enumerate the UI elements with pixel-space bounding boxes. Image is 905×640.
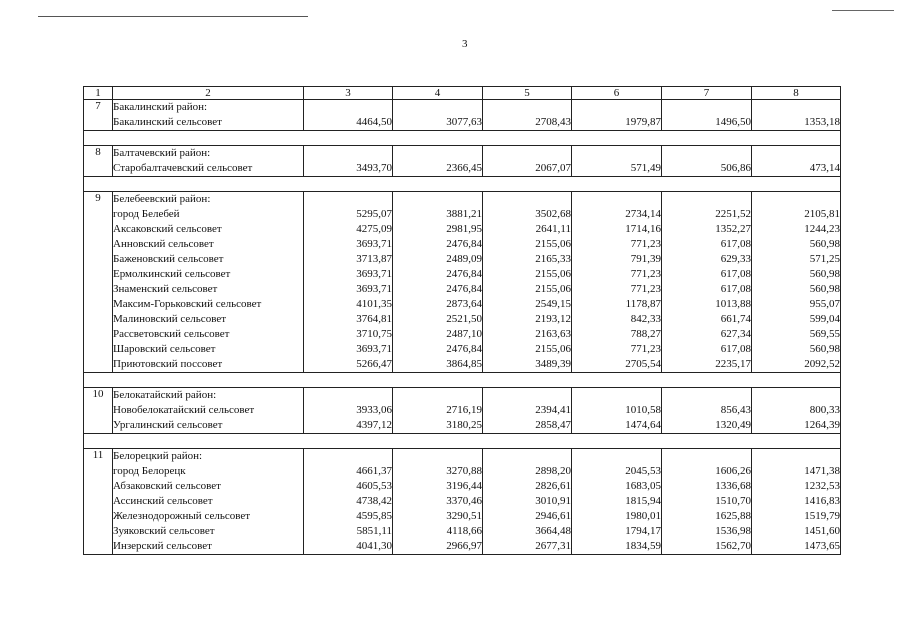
value-cell <box>662 388 752 434</box>
value: 3370,46 <box>446 495 482 507</box>
value <box>393 192 482 207</box>
scan-artifact-line <box>38 16 308 17</box>
territory-name: Белорецкий район: <box>113 450 203 462</box>
table-row <box>84 100 841 131</box>
value <box>304 449 392 464</box>
territory-cell <box>113 100 304 131</box>
spacer-row <box>84 177 841 192</box>
value: 2946,61 <box>535 510 571 522</box>
value <box>752 192 840 207</box>
value: 4397,12 <box>356 419 392 431</box>
spacer-cell <box>84 177 841 192</box>
value: 2045,53 <box>625 465 661 477</box>
value: 2489,09 <box>446 253 482 265</box>
value: 2193,12 <box>535 313 571 325</box>
value: 1416,83 <box>804 495 840 507</box>
value: 3764,81 <box>356 313 392 325</box>
row-number: 11 <box>84 449 113 555</box>
value: 2394,41 <box>535 404 571 416</box>
value: 3502,68 <box>535 208 571 220</box>
territory-name: город Белорецк <box>113 465 186 477</box>
value: 3693,71 <box>356 283 392 295</box>
value: 617,08 <box>720 283 751 295</box>
value: 560,98 <box>809 238 840 250</box>
value: 1232,53 <box>804 480 840 492</box>
value-cell <box>662 146 752 177</box>
value: 1496,50 <box>715 116 751 128</box>
value-cell <box>393 388 483 434</box>
territory-name: Рассветовский сельсовет <box>113 328 230 340</box>
value: 3180,25 <box>446 419 482 431</box>
value <box>393 449 482 464</box>
value: 4041,30 <box>356 540 392 552</box>
row-number: 7 <box>84 100 113 131</box>
value <box>304 100 392 115</box>
value: 771,23 <box>630 283 661 295</box>
column-header: 2 <box>113 87 304 100</box>
data-table <box>83 86 841 555</box>
value: 800,33 <box>809 404 840 416</box>
value: 2155,06 <box>535 343 571 355</box>
value-cell <box>483 146 572 177</box>
value: 3290,51 <box>446 510 482 522</box>
column-header: 4 <box>393 87 483 100</box>
value: 3693,71 <box>356 343 392 355</box>
territory-name: Малиновский сельсовет <box>113 313 227 325</box>
value: 599,04 <box>809 313 840 325</box>
value: 842,33 <box>630 313 661 325</box>
value: 560,98 <box>809 283 840 295</box>
value: 2677,31 <box>535 540 571 552</box>
territory-name: Бакалинский район: <box>113 101 208 113</box>
spacer-row <box>84 131 841 146</box>
value: 3881,21 <box>446 208 482 220</box>
spacer-row <box>84 373 841 388</box>
value <box>662 146 751 161</box>
value-cell <box>752 388 841 434</box>
territory-name: Анновский сельсовет <box>113 238 214 250</box>
value: 560,98 <box>809 268 840 280</box>
value: 3010,91 <box>535 495 571 507</box>
territory-name: Ассинский сельсовет <box>113 495 213 507</box>
value-cell <box>572 449 662 555</box>
value: 2734,14 <box>625 208 661 220</box>
value-cell <box>662 449 752 555</box>
value: 3270,88 <box>446 465 482 477</box>
value: 1352,27 <box>715 223 751 235</box>
value-cell <box>752 146 841 177</box>
value: 2549,15 <box>535 298 571 310</box>
value: 560,98 <box>809 343 840 355</box>
value-cell <box>752 192 841 373</box>
value-cell <box>393 449 483 555</box>
value: 2163,63 <box>535 328 571 340</box>
value: 856,43 <box>720 404 751 416</box>
value: 2705,54 <box>625 358 661 370</box>
value <box>572 449 661 464</box>
territory-name: Приютовский поссовет <box>113 358 223 370</box>
value: 1519,79 <box>804 510 840 522</box>
value: 1013,88 <box>715 298 751 310</box>
value <box>572 388 661 403</box>
value-cell <box>572 146 662 177</box>
value <box>393 100 482 115</box>
value-cell <box>752 100 841 131</box>
value-cell <box>304 449 393 555</box>
value: 771,23 <box>630 268 661 280</box>
value: 2155,06 <box>535 268 571 280</box>
value: 3077,63 <box>446 116 482 128</box>
value: 627,34 <box>720 328 751 340</box>
territory-name: Ермолкинский сельсовет <box>113 268 231 280</box>
territory-name: Знаменский сельсовет <box>113 283 218 295</box>
value <box>752 146 840 161</box>
value-cell <box>662 192 752 373</box>
value: 2476,84 <box>446 238 482 250</box>
value <box>662 100 751 115</box>
value: 3693,71 <box>356 268 392 280</box>
value: 791,39 <box>630 253 661 265</box>
table-row <box>84 192 841 373</box>
value-cell <box>483 100 572 131</box>
value: 4101,35 <box>356 298 392 310</box>
value: 1244,23 <box>804 223 840 235</box>
territory-name: Аксаковский сельсовет <box>113 223 222 235</box>
value: 3664,48 <box>535 525 571 537</box>
value: 4275,09 <box>356 223 392 235</box>
value: 3493,70 <box>356 162 392 174</box>
value-cell <box>752 449 841 555</box>
territory-name: Абзаковский сельсовет <box>113 480 221 492</box>
spacer-cell <box>84 434 841 449</box>
territory-name: Новобелокатайский сельсовет <box>113 404 255 416</box>
value: 1473,65 <box>804 540 840 552</box>
value <box>752 388 840 403</box>
value-cell <box>304 146 393 177</box>
value: 629,33 <box>720 253 751 265</box>
territory-name: Старобалтачевский сельсовет <box>113 162 253 174</box>
territory-name: Бакалинский сельсовет <box>113 116 222 128</box>
value: 2476,84 <box>446 283 482 295</box>
value: 2858,47 <box>535 419 571 431</box>
value: 1471,38 <box>804 465 840 477</box>
value: 2235,17 <box>715 358 751 370</box>
value: 5266,47 <box>356 358 392 370</box>
column-header: 1 <box>84 87 113 100</box>
value: 1510,70 <box>715 495 751 507</box>
value <box>483 192 571 207</box>
territory-name: Железнодорожный сельсовет <box>113 510 251 522</box>
value: 4605,53 <box>356 480 392 492</box>
value: 955,07 <box>809 298 840 310</box>
value <box>304 388 392 403</box>
value-cell <box>572 388 662 434</box>
value: 506,86 <box>720 162 751 174</box>
territory-name: Ургалинский сельсовет <box>113 419 223 431</box>
spacer-cell <box>84 373 841 388</box>
value <box>393 146 482 161</box>
column-header: 3 <box>304 87 393 100</box>
row-number: 8 <box>84 146 113 177</box>
value <box>483 146 571 161</box>
value: 1536,98 <box>715 525 751 537</box>
value: 1178,87 <box>625 298 661 310</box>
value: 2476,84 <box>446 343 482 355</box>
value: 2826,61 <box>535 480 571 492</box>
value <box>752 100 840 115</box>
header-row <box>84 87 841 100</box>
value: 3713,87 <box>356 253 392 265</box>
value-cell <box>393 192 483 373</box>
value: 1815,94 <box>625 495 661 507</box>
value: 1979,87 <box>625 116 661 128</box>
value: 4118,66 <box>446 525 482 537</box>
value: 3693,71 <box>356 238 392 250</box>
territory-cell <box>113 146 304 177</box>
value-cell <box>572 192 662 373</box>
territory-cell <box>113 192 304 373</box>
value: 771,23 <box>630 238 661 250</box>
territory-cell <box>113 449 304 555</box>
value: 5295,07 <box>356 208 392 220</box>
value: 1606,26 <box>715 465 751 477</box>
value: 2476,84 <box>446 268 482 280</box>
value: 473,14 <box>809 162 840 174</box>
table-row <box>84 146 841 177</box>
value: 1264,39 <box>804 419 840 431</box>
value: 2105,81 <box>804 208 840 220</box>
value: 2898,20 <box>535 465 571 477</box>
value: 1451,60 <box>804 525 840 537</box>
territory-name: Шаровский сельсовет <box>113 343 216 355</box>
value: 4661,37 <box>356 465 392 477</box>
value: 2092,52 <box>804 358 840 370</box>
page-number: 3 <box>462 38 468 50</box>
territory-name: Белокатайский район: <box>113 389 217 401</box>
value: 2873,64 <box>446 298 482 310</box>
value: 1474,64 <box>625 419 661 431</box>
value <box>662 388 751 403</box>
value: 2716,19 <box>446 404 482 416</box>
territory-name: Инзерский сельсовет <box>113 540 212 552</box>
value: 2966,97 <box>446 540 482 552</box>
territory-name: Балтачевский район: <box>113 147 211 159</box>
territory-name: Зуяковский сельсовет <box>113 525 215 537</box>
table-row <box>84 388 841 434</box>
value <box>483 449 571 464</box>
value <box>572 100 661 115</box>
column-header: 7 <box>662 87 752 100</box>
value: 1834,59 <box>625 540 661 552</box>
value-cell <box>662 100 752 131</box>
value: 771,23 <box>630 343 661 355</box>
value: 2366,45 <box>446 162 482 174</box>
value: 1336,68 <box>715 480 751 492</box>
value: 1980,01 <box>625 510 661 522</box>
value <box>662 449 751 464</box>
value-cell <box>483 192 572 373</box>
value <box>483 100 571 115</box>
value: 2708,43 <box>535 116 571 128</box>
value: 2155,06 <box>535 238 571 250</box>
value: 1010,58 <box>625 404 661 416</box>
value: 617,08 <box>720 343 751 355</box>
value: 2165,33 <box>535 253 571 265</box>
value: 571,49 <box>630 162 661 174</box>
value: 4738,42 <box>356 495 392 507</box>
territory-name: Баженовский сельсовет <box>113 253 224 265</box>
value: 2521,50 <box>446 313 482 325</box>
value: 1625,88 <box>715 510 751 522</box>
value: 2155,06 <box>535 283 571 295</box>
value: 3710,75 <box>356 328 392 340</box>
table-row <box>84 449 841 555</box>
value <box>572 192 661 207</box>
territory-name: Белебеевский район: <box>113 193 211 205</box>
value <box>752 449 840 464</box>
value-cell <box>572 100 662 131</box>
value: 3864,85 <box>446 358 482 370</box>
value: 617,08 <box>720 268 751 280</box>
value <box>662 192 751 207</box>
value: 569,55 <box>809 328 840 340</box>
value: 2981,95 <box>446 223 482 235</box>
value: 3933,06 <box>356 404 392 416</box>
value: 4464,50 <box>356 116 392 128</box>
value: 1353,18 <box>804 116 840 128</box>
value: 571,25 <box>809 253 840 265</box>
value-cell <box>393 100 483 131</box>
value-cell <box>304 192 393 373</box>
value: 2067,07 <box>535 162 571 174</box>
value: 3489,39 <box>535 358 571 370</box>
value <box>572 146 661 161</box>
value: 2251,52 <box>715 208 751 220</box>
value: 661,74 <box>720 313 751 325</box>
spacer-row <box>84 434 841 449</box>
value: 1714,16 <box>625 223 661 235</box>
territory-cell <box>113 388 304 434</box>
spacer-cell <box>84 131 841 146</box>
row-number: 9 <box>84 192 113 373</box>
row-number: 10 <box>84 388 113 434</box>
column-header: 5 <box>483 87 572 100</box>
value: 5851,11 <box>356 525 392 537</box>
column-header: 8 <box>752 87 841 100</box>
value: 617,08 <box>720 238 751 250</box>
value: 1794,17 <box>625 525 661 537</box>
value: 1320,49 <box>715 419 751 431</box>
value: 1683,05 <box>625 480 661 492</box>
territory-name: Максим-Горьковский сельсовет <box>113 298 262 310</box>
scan-artifact-line <box>832 10 894 11</box>
value-cell <box>304 388 393 434</box>
value <box>393 388 482 403</box>
column-header: 6 <box>572 87 662 100</box>
value-cell <box>483 449 572 555</box>
value-cell <box>483 388 572 434</box>
value: 2487,10 <box>446 328 482 340</box>
value <box>304 192 392 207</box>
value-cell <box>304 100 393 131</box>
value-cell <box>393 146 483 177</box>
value: 4595,85 <box>356 510 392 522</box>
value: 788,27 <box>630 328 661 340</box>
value <box>304 146 392 161</box>
value: 1562,70 <box>715 540 751 552</box>
territory-name: город Белебей <box>113 208 180 220</box>
value: 2641,11 <box>535 223 571 235</box>
value <box>483 388 571 403</box>
value: 3196,44 <box>446 480 482 492</box>
